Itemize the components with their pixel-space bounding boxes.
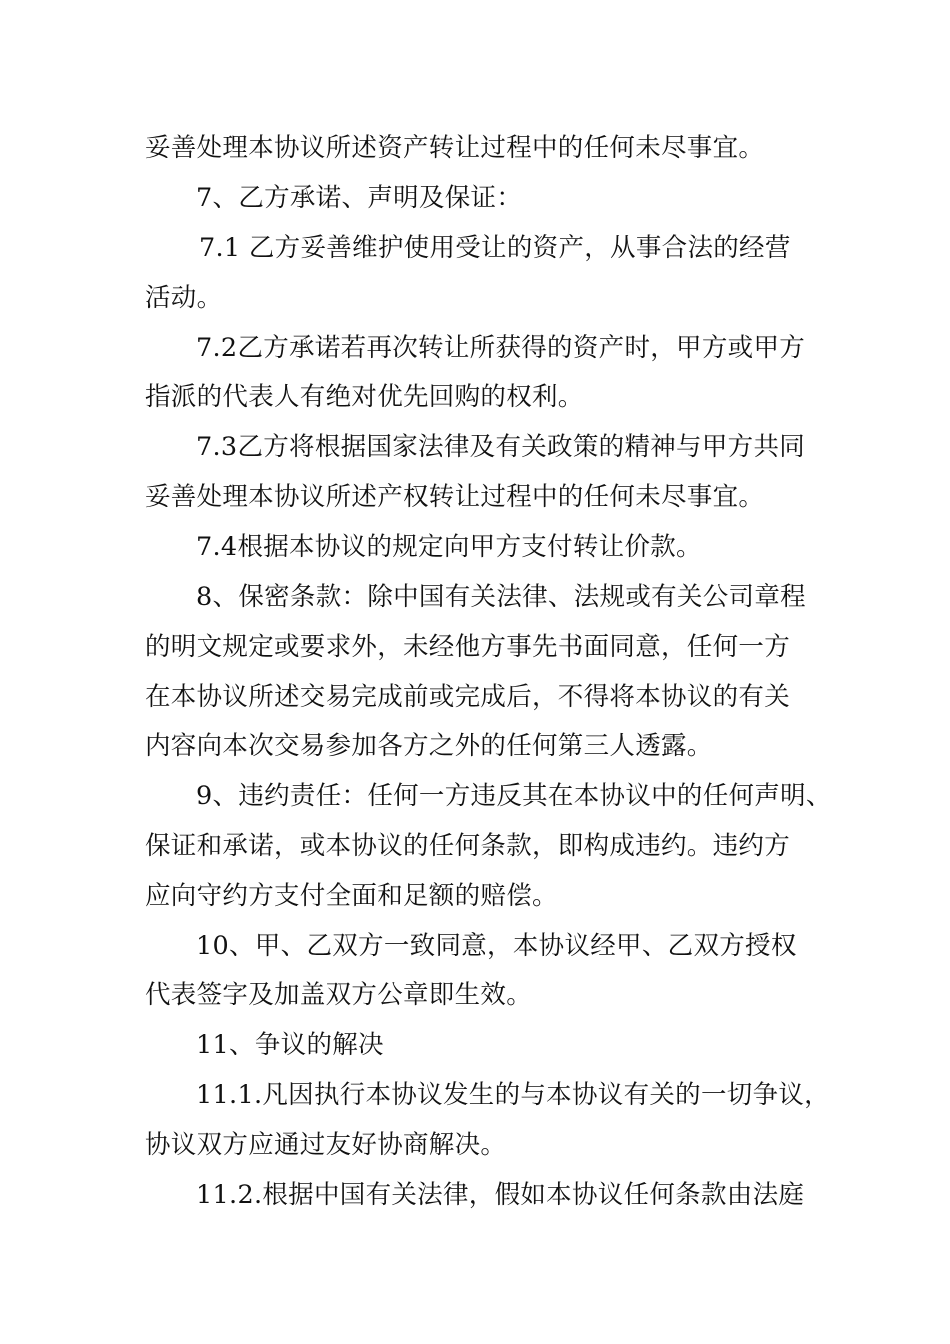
text-line: 7.1 乙方妥善维护使用受让的资产，从事合法的经营 <box>199 233 791 263</box>
text-line: 11.2.根据中国有关法律，假如本协议任何条款由法庭 <box>196 1180 805 1210</box>
text-line: 在本协议所述交易完成前或完成后，不得将本协议的有关 <box>145 682 791 712</box>
text-line: 指派的代表人有绝对优先回购的权利。 <box>145 382 584 412</box>
text-line: 活动。 <box>145 283 223 313</box>
text-line: 7.3乙方将根据国家法律及有关政策的精神与甲方共同 <box>196 432 806 462</box>
text-line: 内容向本次交易参加各方之外的任何第三人透露。 <box>145 731 713 761</box>
text-line: 11、争议的解决 <box>196 1030 384 1060</box>
text-line: 7.4根据本协议的规定向甲方支付转让价款。 <box>196 532 702 562</box>
text-line: 7.2乙方承诺若再次转让所获得的资产时，甲方或甲方 <box>196 333 806 363</box>
text-line: 10、甲、乙双方一致同意，本协议经甲、乙双方授权 <box>196 931 797 961</box>
text-line: 的明文规定或要求外，未经他方事先书面同意，任何一方 <box>145 632 791 662</box>
text-line: 代表签字及加盖双方公章即生效。 <box>145 980 533 1010</box>
text-line: 9、违约责任：任何一方违反其在本协议中的任何声明、 <box>196 781 832 811</box>
text-line: 妥善处理本协议所述资产转让过程中的任何未尽事宜。 <box>145 133 765 163</box>
text-line: 保证和承诺，或本协议的任何条款，即构成违约。违约方 <box>145 831 791 861</box>
text-line: 协议双方应通过友好协商解决。 <box>145 1130 507 1160</box>
text-line: 7、乙方承诺、声明及保证： <box>196 183 523 213</box>
text-line: 11.1.凡因执行本协议发生的与本协议有关的一切争议， <box>196 1080 830 1110</box>
text-line: 妥善处理本协议所述产权转让过程中的任何未尽事宜。 <box>145 482 765 512</box>
text-line: 应向守约方支付全面和足额的赔偿。 <box>145 881 558 911</box>
text-line: 8、保密条款：除中国有关法律、法规或有关公司章程 <box>196 582 806 612</box>
